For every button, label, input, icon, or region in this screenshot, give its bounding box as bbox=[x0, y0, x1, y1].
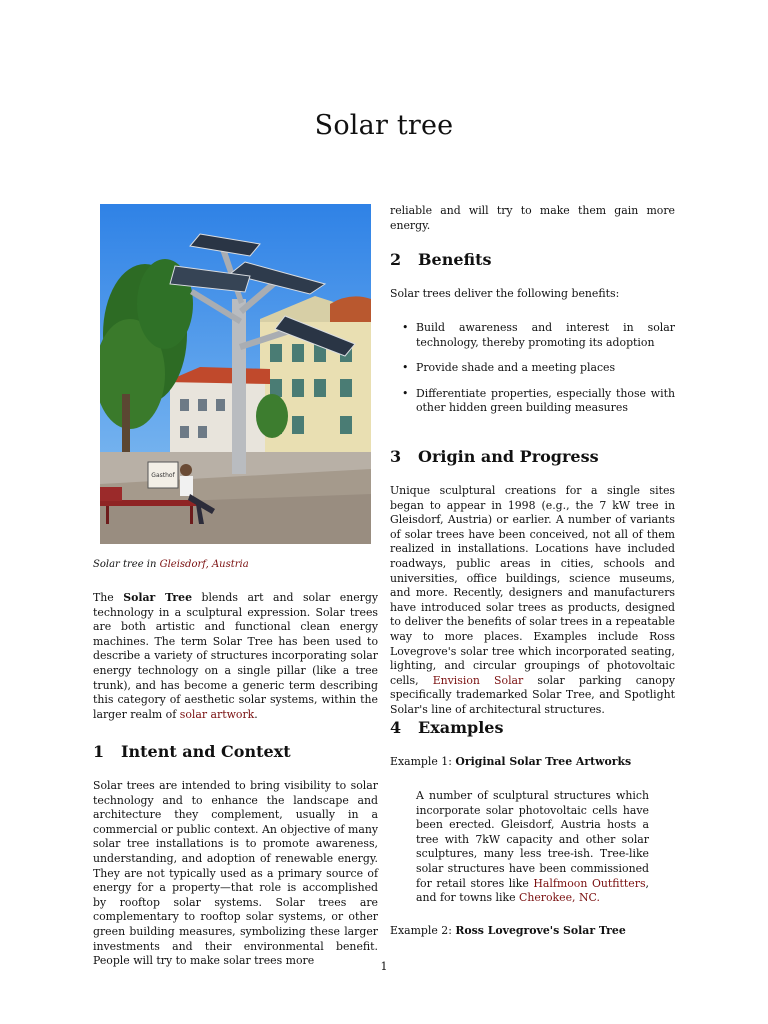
list-item: • Build awareness and interest in solar technology, thereby promoting its adoption bbox=[402, 321, 675, 349]
continuation-text: reliable and will try to make them gain more energy. bbox=[390, 204, 675, 232]
example-1-label: Example 1: Original Solar Tree Artworks bbox=[390, 755, 632, 768]
intro-paragraph: The Solar Tree blends art and solar energy technology in a sculptural expression. Solar trees are both artistic and functional clean energy machines. The term Solar Tree has been used to describe a variety of structures incorporating solar energy technology on a single pillar (like a tree trunk), and has become a generic term describing this category of aesthetic solar systems, within the larger realm of solar artwork. bbox=[93, 591, 378, 721]
benefits-list bbox=[390, 321, 675, 427]
envision-solar-link[interactable]: Envision Solar bbox=[432, 673, 524, 687]
example-2-label: Example 2: Ross Lovegrove's Solar Tree bbox=[390, 924, 626, 937]
section-1-heading: 1 Intent and Context bbox=[93, 742, 291, 761]
solar-artwork-link[interactable]: solar artwork bbox=[179, 707, 255, 721]
figure-caption: Solar tree in Gleisdorf, Austria bbox=[93, 559, 249, 570]
list-item: • Provide shade and a meeting places bbox=[402, 361, 616, 375]
caption-link-gleisdorf[interactable]: Gleisdorf, Austria bbox=[159, 559, 249, 570]
section-3-heading: 3 Origin and Progress bbox=[390, 447, 599, 466]
page-number: 1 bbox=[380, 960, 388, 973]
halfmoon-outfitters-link[interactable]: Halfmoon Outfitters bbox=[533, 876, 646, 890]
photo-sign-text: Gasthof bbox=[151, 472, 175, 479]
section-3-body: Unique sculptural creations for a single sites began to appear in 1998 (e.g., the 7 kW tree in Gleisdorf, Austria) or earlier. A number of variants of solar trees have been conceived, not all of them realized in installations. Locations have included roadways, public areas in cities, schools and universities, office buildings, science museums, and more. Recently, designers and manufacturers have introduced solar trees as products, designed to deliver the benefits of solar trees in a repeatable way to more places. Examples include Ross Lovegrove's solar tree which incorporated seating, lighting, and circular groupings of photovoltaic cells, Envision Solar solar parking canopy specifically trademarked Solar Tree, and Spotlight Solar's line of architectural structures. bbox=[390, 484, 675, 716]
solar-tree-photo bbox=[100, 204, 371, 544]
cherokee-nc-link[interactable]: Cherokee, NC. bbox=[519, 891, 600, 905]
example-1-quote: A number of sculptural structures which incorporate solar photovoltaic cells have been erected. Gleisdorf, Austria hosts a tree with 7kW capacity and other solar sculptures, many less tree-ish. Tree-like solar structures have been commissioned for retail stores like Halfmoon Outfitters, and for towns like Cherokee, NC. bbox=[416, 789, 649, 905]
solar-tree-bold: Solar Tree bbox=[123, 591, 192, 604]
section-2-intro: Solar trees deliver the following benefits: bbox=[390, 287, 620, 300]
section-4-heading: 4 Examples bbox=[390, 718, 504, 737]
section-1-body: Solar trees are intended to bring visibility to solar technology and to enhance the landscape and architecture they complement, usually in a commercial or public context. An objective of many solar tree installations is to promote awareness, understanding, and adoption of renewable energy. They are not typically used as a primary source of energy for a property—that role is accomplished by rooftop solar systems. Solar trees are complementary to rooftop solar systems, or other green building measures, symbolizing these larger investments and their environmental benefit. People will try to make solar trees more bbox=[93, 779, 378, 968]
page-title: Solar tree bbox=[314, 110, 454, 141]
list-item: • Differentiate properties, especially those with other hidden green building measures bbox=[402, 386, 675, 415]
section-2-heading: 2 Benefits bbox=[390, 250, 492, 269]
